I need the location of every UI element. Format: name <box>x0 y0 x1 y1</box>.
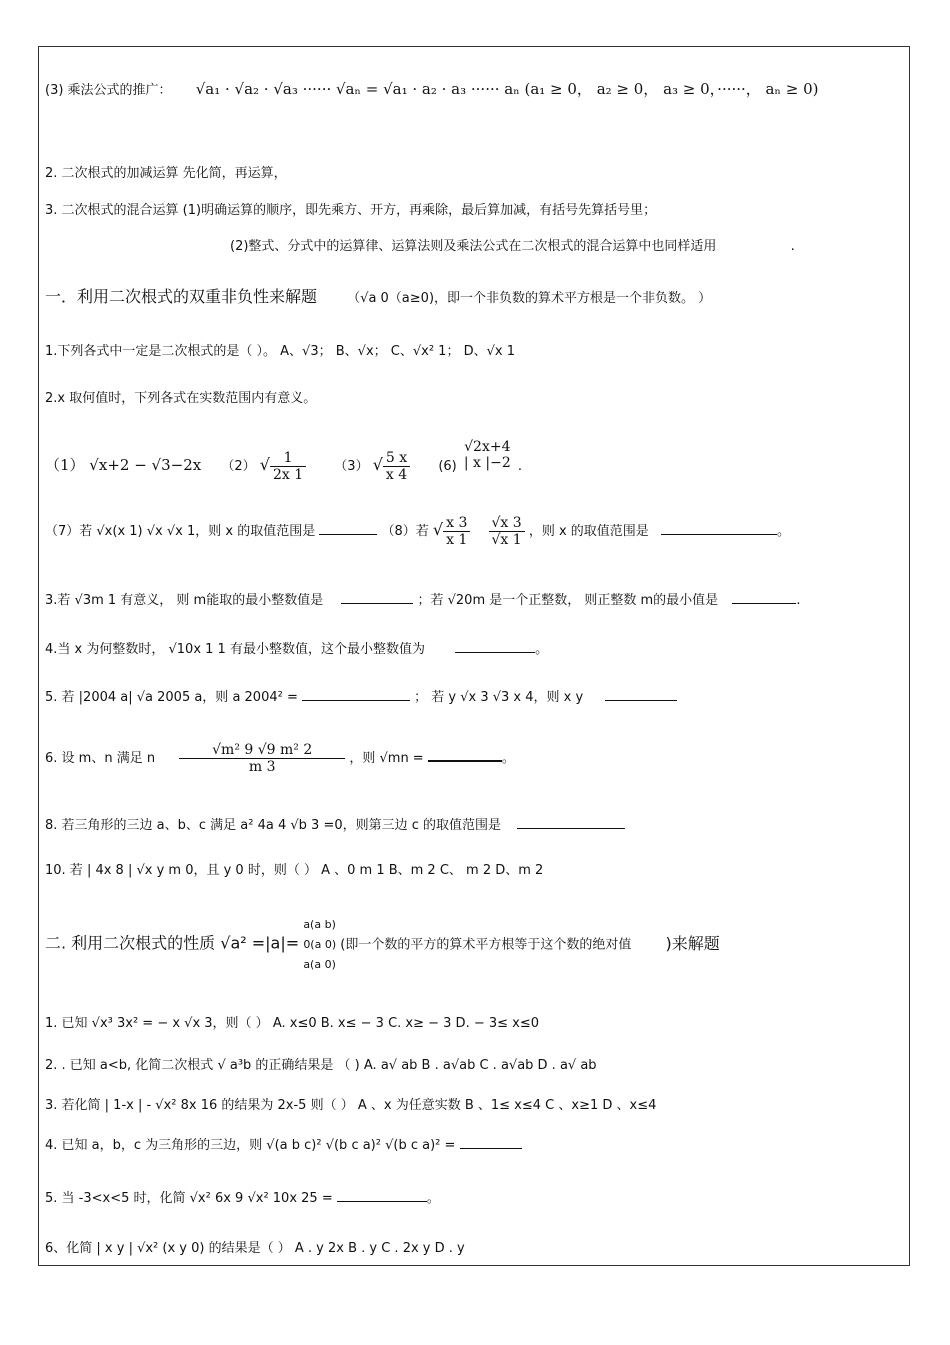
fraction-numerator: x 3 <box>443 515 470 532</box>
section-2-note: (即一个数的平方的算术平方根等于这个数的绝对值 <box>340 937 632 953</box>
question-2-part-8-fraction-2 <box>489 515 525 548</box>
question-6-end: 。 <box>501 751 515 766</box>
problem-4 <box>45 1137 522 1155</box>
section-2-tail: )来解题 <box>665 933 720 953</box>
problem-6: 6、化简 | x y | √x² (x y 0) 的结果是（ ） A . y 2x B . y C . 2x y D . y <box>45 1241 465 1256</box>
section-1-heading <box>45 288 711 308</box>
question-6-fraction <box>179 742 345 775</box>
answer-blank[interactable] <box>428 760 502 762</box>
answer-blank[interactable] <box>341 603 413 604</box>
question-2-part-6-fraction <box>461 439 514 471</box>
question-6-text: 6. 设 m、n 满足 n <box>45 751 156 766</box>
question-2-part-3-fraction <box>383 450 410 483</box>
section-1-title: 一．利用二次根式的双重非负性来解题 <box>45 287 318 306</box>
question-2-part-6-label: (6) <box>438 459 457 474</box>
question-2-part-2-label: （2） <box>221 459 256 474</box>
question-8 <box>45 817 625 835</box>
section-2-cases <box>303 915 336 975</box>
mixed-line-1: 3. 二次根式的混合运算 (1)明确运算的顺序，即先乘方、开方，再乘除，最后算加减，有括号先算括号里； <box>45 203 657 218</box>
question-2-parts <box>45 440 522 490</box>
sqrt-icon: √ <box>432 520 444 539</box>
sqrt-icon: √ <box>372 455 383 474</box>
question-5 <box>45 689 677 707</box>
answer-blank[interactable] <box>460 1148 522 1149</box>
answer-blank[interactable] <box>605 700 677 701</box>
section-2-title: 二. 利用二次根式的性质 √a² =|a|= <box>45 933 300 953</box>
question-3 <box>45 592 800 610</box>
answer-blank[interactable] <box>517 828 625 829</box>
question-4 <box>45 641 548 659</box>
fraction-denominator: √x 1 <box>491 532 522 548</box>
answer-blank[interactable] <box>319 534 377 535</box>
question-2-part-8-label: （8）若 <box>381 524 429 539</box>
question-6-part-b: ，则 √mn = <box>349 751 424 766</box>
fraction-denominator: | x |−2 <box>463 454 511 471</box>
fraction-denominator: x 1 <box>446 532 468 548</box>
question-2-part-8-end: 。 <box>776 524 790 539</box>
question-2-part-8-fraction-1 <box>443 515 470 548</box>
question-2: 2.x 取何值时，下列各式在实数范围内有意义。 <box>45 391 317 406</box>
fraction-numerator: √m² 9 √9 m² 2 <box>179 742 345 759</box>
case-line-2: 0(a 0) <box>303 938 337 951</box>
question-5-text: 5. 若 |2004 a| √a 2005 a，则 a 2004² = <box>45 690 298 705</box>
case-line-3: a(a 0) <box>303 958 336 971</box>
question-2-part-1: （1） √x+2 − √3−2x <box>45 456 202 474</box>
problem-4-text: 4. 已知 a，b，c 为三角形的三边，则 √(a b c)² √(b c a)² √(b c a)² = <box>45 1138 456 1153</box>
question-1: 1.下列各式中一定是二次根式的是（ ）。 A、√3； B、√x； C、√x² 1； D、√x 1 <box>45 344 515 359</box>
answer-blank[interactable] <box>302 700 410 701</box>
section-1-note: （√a 0（a≥0)，即一个非负数的算术平方根是一个非负数。 ） <box>347 291 712 306</box>
question-2-parts-7-8 <box>45 512 790 548</box>
answer-blank[interactable] <box>661 534 777 535</box>
question-6 <box>45 737 515 781</box>
question-2-part-7: （7）若 √x(x 1) √x √x 1，则 x 的取值范围是 <box>45 524 316 539</box>
question-2-part-3-label: （3） <box>334 459 369 474</box>
answer-blank[interactable] <box>455 652 535 653</box>
problem-5 <box>45 1190 440 1208</box>
mult-ext-formula: √a₁ · √a₂ · √a₃ ······ √aₙ = √a₁ · a₂ · a₃ ······ aₙ (a₁ ≥ 0， a₂ ≥ 0， a₃ ≥ 0，······， aₙ ≥ 0) <box>195 80 819 98</box>
question-2-part-6-end: . <box>517 459 523 474</box>
fraction-numerator: 1 <box>270 450 306 467</box>
mixed-line-2 <box>230 238 795 256</box>
fraction-numerator: √2x+4 <box>464 438 511 455</box>
problem-3: 3. 若化简 | 1-x | - √x² 8x 16 的结果为 2x-5 则（ ） A 、x 为任意实数 B 、1≤ x≤4 C 、x≥1 D 、x≤4 <box>45 1098 657 1113</box>
problem-1: 1. 已知 √x³ 3x² = − x √x 3，则（ ） A. x≤0 B. x≤ − 3 C. x≥ − 3 D. − 3≤ x≤0 <box>45 1016 540 1031</box>
problem-5-text: 5. 当 -3<x<5 时，化简 √x² 6x 9 √x² 10x 25 = <box>45 1191 333 1206</box>
case-line-1: a(a b) <box>303 918 336 931</box>
question-4-text: 4.当 x 为何整数时， √10x 1 1 有最小整数值，这个最小整数值为 <box>45 642 425 657</box>
question-2-part-8-text: ，则 x 的取值范围是 <box>528 524 649 539</box>
question-10: 10. 若 | 4x 8 | √x y m 0，且 y 0 时，则（ ） A 、0 m 1 B、m 2 C、 m 2 D、m 2 <box>45 863 544 878</box>
mult-ext-line <box>45 80 818 100</box>
mixed-line-2-end: . <box>790 239 795 254</box>
fraction-denominator: x 4 <box>385 467 408 483</box>
answer-blank[interactable] <box>337 1201 427 1202</box>
fraction-numerator: 5 x <box>383 450 410 467</box>
fraction-numerator: √x 3 <box>489 515 525 532</box>
answer-blank[interactable] <box>732 603 796 604</box>
question-3-end: . <box>796 593 801 608</box>
problem-5-end: 。 <box>426 1191 440 1206</box>
question-8-text: 8. 若三角形的三边 a、b、c 满足 a² 4a 4 √b 3 =0，则第三边 c 的取值范围是 <box>45 818 502 833</box>
fraction-denominator: m 3 <box>248 759 276 775</box>
mult-ext-label: (3) 乘法公式的推广： <box>45 83 172 98</box>
fraction-denominator: 2x 1 <box>272 467 304 483</box>
question-3-part-b: ；若 √20m 是一个正整数， 则正整数 m的最小值是 <box>417 593 719 608</box>
sqrt-icon: √ <box>259 455 270 474</box>
add-sub-line: 2. 二次根式的加减运算 先化简，再运算， <box>45 166 287 181</box>
question-5-part-b: ； 若 y √x 3 √3 x 4，则 x y <box>414 690 584 705</box>
section-2-heading <box>45 915 720 975</box>
problem-2: 2. . 已知 a<b, 化简二次根式 √ a³b 的正确结果是 （ ) A. a√ ab B . a√ab C . a√ab D . a√ ab <box>45 1058 597 1073</box>
question-4-end: 。 <box>535 642 549 657</box>
question-2-part-2-fraction <box>270 450 306 483</box>
mixed-line-2-text: (2)整式、分式中的运算律、运算法则及乘法公式在二次根式的混合运算中也同样适用 <box>230 239 717 254</box>
question-3-part-a: 3.若 √3m 1 有意义， 则 m能取的最小整数值是 <box>45 593 324 608</box>
